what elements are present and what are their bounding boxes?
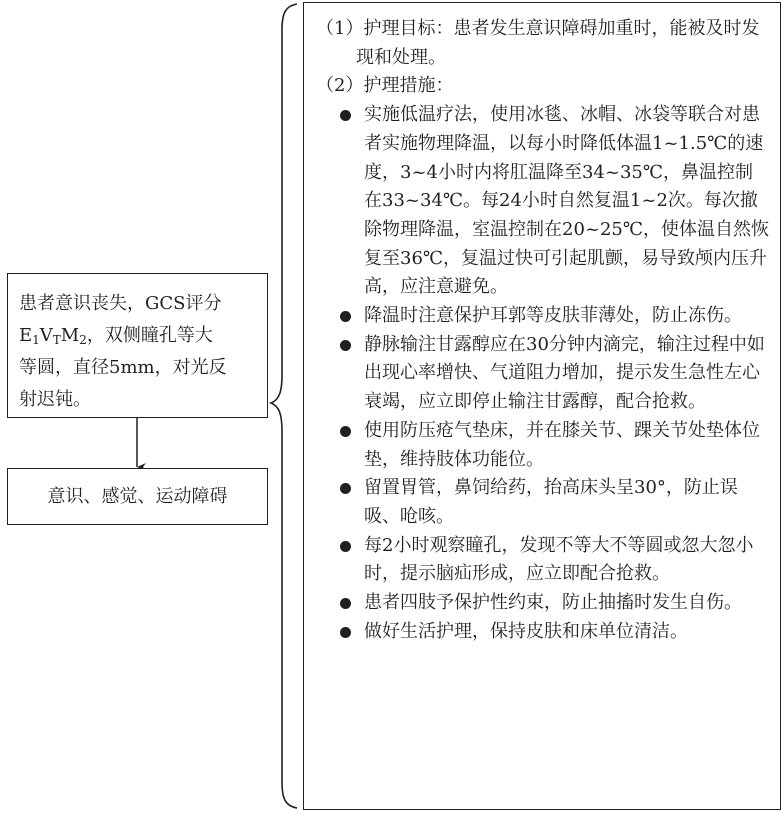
measure-text: 留置胃管，鼻饲给药，抬高床头呈30°，防止误吸、呛咳。 [364,477,738,527]
curly-brace [271,4,297,808]
gcs-e: E [19,325,33,346]
bullet-icon [340,627,351,638]
measure-item [316,474,770,531]
gcs-m: M [60,325,80,346]
bullet-icon [340,426,351,437]
nursing-plan-box [303,2,781,810]
assessment-line-1: 患者意识丧失，GCS评分 [19,293,222,314]
gcs-e-score: 1 [32,333,40,347]
bullet-icon [340,483,351,494]
gcs-v-score: T [52,333,61,347]
measure-text: 每2小时观察瞳孔，发现不等大不等圆或忽大忽小时，提示脑疝形成，应立即配合抢救。 [364,534,754,585]
bullet-icon [340,340,351,351]
measures-title: （2）护理措施： [316,75,454,97]
measure-item [316,101,770,302]
measure-text: 静脉输注甘露醇应在30分钟内滴完，输注过程中如出现心率增快、气道阻力增加，提示发生急性左心衰竭，应立即停止输注甘露醇，配合抢救。 [364,333,765,413]
gcs-v: V [39,325,53,346]
measure-text: 实施低温疗法，使用冰毯、冰帽、冰袋等联合对患者实施物理降温，以每小时降低体温1~1.5℃的速度，3~4小时内将肛温降至34~35℃，鼻温控制在33~34℃。每24小时自然复温1~2次。每次撤除物理降温，室温控制在20~25℃，使体温自然恢复至36℃，复温过快可引起肌颤，易导致颅内压升高，应注意避免。 [364,104,770,298]
measure-item [316,589,770,618]
measures-list [316,101,770,646]
measure-item [316,618,770,647]
assessment-line-2-rest: ，双侧瞳孔等大 [86,325,213,346]
bullet-icon [340,311,351,322]
assessment-line-4: 射迟钝。 [19,389,91,410]
gcs-m-score: 2 [79,333,87,347]
measure-text: 使用防压疮气垫床，并在膝关节、踝关节处垫体位垫，维持肢体功能位。 [364,419,760,470]
bullet-icon [340,541,351,552]
assessment-line-3: 等圆，直径5mm，对光反 [19,357,227,378]
nursing-problem-text: 意识、感觉、运动障碍 [47,486,228,507]
nursing-goal: （1）护理目标：患者发生意识障碍加重时，能被及时发现和处理。 [316,18,760,68]
measure-item [316,331,770,417]
assessment-line-2 [19,320,259,352]
measure-text: 患者四肢予保护性约束，防止抽搐时发生自伤。 [364,592,742,614]
measure-item [316,532,770,589]
assessment-box [7,273,268,418]
measure-item [316,417,770,474]
measure-text: 降温时注意保护耳郭等皮肤菲薄处，防止冻伤。 [364,305,742,327]
nursing-problem-box [7,468,268,525]
measure-text: 做好生活护理，保持皮肤和床单位清洁。 [364,620,688,642]
measure-item [316,302,770,331]
bullet-icon [340,598,351,609]
bullet-icon [340,110,351,121]
